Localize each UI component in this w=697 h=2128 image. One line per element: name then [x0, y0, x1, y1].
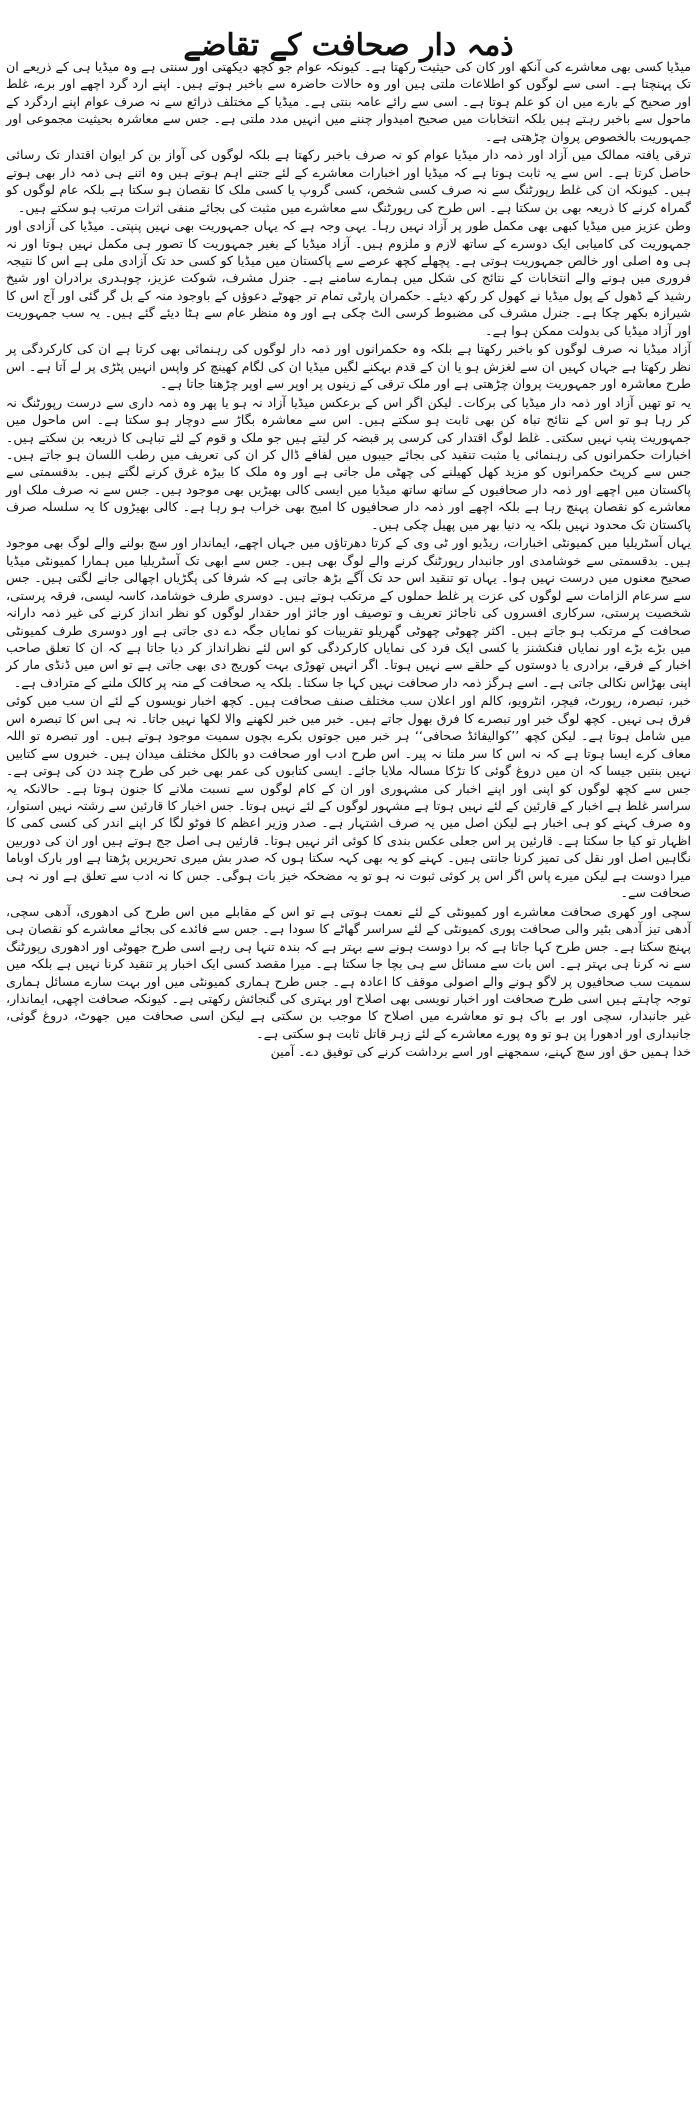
article-paragraph: یہ تو تھیں آزاد اور ذمہ دار میڈیا کی برکات۔ لیکن اگر اس کے برعکس میڈیا آزاد نہ ہو یا پھر وہ ذمہ داری سے درست رپورٹنگ نہ کر رہا ہو تو اس کے نتائج تباہ کن بھی ثابت ہو سکتے ہیں۔ اس سے معاشرہ بگاڑ سے دوچار ہو سکتا ہے۔ اس ماحول میں جمہوریت پنپ نہیں سکتی۔ غلط لوگ اقتدار کی کرسی پر قبضہ کر لیتے ہیں جو ملک و قوم کے لئے تباہی کا ذریعہ بن سکتے ہیں۔ اخبارات حکمرانوں کی رہنمائی یا مثبت تنقید کی بجائے جیبوں میں لفافے ڈال کر ان کی تعریف میں رطب اللسان ہو جاتے ہیں۔ جس سے کرپٹ حکمرانوں کو مزید کھل کھیلنے کی چھٹی مل جاتی ہے اور وہ ملک کا بیڑہ غرق کرنے لگتے ہیں۔ بدقسمتی سے پاکستان میں اچھے اور ذمہ دار صحافیوں کے ساتھ ساتھ میڈیا میں ایسی کالی بھیڑیں بھی موجود ہیں۔ جس سے نہ صرف ملک اور معاشرے کو نقصان پہنچ رہا ہے بلکہ اچھے اور ذمہ دار صحافیوں کا امیج بھی خراب ہو رہا ہے۔ کالی بھیڑوں کا یہ سلسلہ صرف پاکستان تک محدود نہیں بلکہ یہ دنیا بھر میں پھیل چکی ہیں۔: [6, 394, 691, 532]
article-body: [6, 58, 691, 2124]
article-closing-prayer: خدا ہمیں حق اور سچ کہنے، سمجھنے اور اسے برداشت کرنے کی توفیق دے۔ آمین: [270, 1044, 691, 1060]
article-paragraph: خبر، تبصرہ، رپورٹ، فیچر، انٹرویو، کالم اور اعلان سب مختلف صنف صحافت ہیں۔ کچھ اخبار نویسوں کے لئے ان سب میں کوئی فرق ہی نہیں۔ کچھ لوگ خبر اور تبصرے کا فرق بھول جاتے ہیں۔ خبر میں خبر لکھنے والا لکھا نہیں جاتا۔ نہ ہی اس کا تبصرہ اس میں شامل ہوتا ہے۔ لیکن کچھ ’’کوالیفائڈ صحافی‘‘ ہر خبر میں جوتوں بکرے بچوں سمیت موجود ہوتے ہیں۔ اور تبصرہ تو اللہ معاف کرے ایسا ہوتا ہے کہ نہ اس کا سر ملتا نہ پیر۔ اس طرح ادب اور صحافت دو بالکل مختلف میدان ہیں۔ خبروں سے کتابیں نہیں بنتیں جیسا کہ ان میں دروغ گوئی کا تڑکا مسالہ ملایا جائے۔ ایسی کتابوں کی عمر بھی خبر کی طرح چند دن کی ہوتی ہے۔ جس سے کچھ لوگوں کو اپنی اور اپنے اخبار کی مشہوری اور ان کے کام لوگوں سے نسبت ملانے کا جنون ہوتا ہے۔ حالانکہ یہ سراسر غلط ہے اخبار کے قارئین کے لئے نہیں ہوتا ہے مشہور لوگوں کے لئے نہیں ہوتا۔ جس اخبار کا قارئین سے رشتہ نہیں استوار، وہ صرف کہنے کو ہی اخبار ہے لیکن اصل میں یہ صرف اشتہار ہے۔ صدر وزیر اعظم کا فوٹو لگا کر اپنے اندر کی کسی کمی کا اظہار تو کیا جا سکتا ہے۔ قارئین پر اس جعلی عکس بندی کا کوئی اثر نہیں ہوتا۔ قارئین ہی اصل جج ہوتے ہیں اور ان کی دوربین نگاہیں اصل اور نقل کی تمیز کرنا جانتی ہیں۔ کہنے کو یہ بھی کہہ سکتا ہوں کہ صدر بش میری تحریریں پڑھتا ہے اور بارک اوباما میرا دوست ہے لیکن میرے پاس اگر اس پر کوئی ثبوت نہ ہو تو یہ مضحکہ خیز بات ہوگی۔ جس کا نہ ادب سے تعلق ہے اور نہ ہی صحافت سے۔: [6, 693, 691, 901]
article-paragraph: وطن عزیز میں میڈیا کبھی بھی مکمل طور پر آزاد نہیں رہا۔ یہی وجہ ہے کہ یہاں جمہوریت بھی نہیں پنپتی۔ میڈیا کی آزادی اور جمہوریت کی کامیابی ایک دوسرے کے ساتھ لازم و ملزوم ہیں۔ آزاد میڈیا کے بغیر جمہوریت کا تصور ہی مکمل نہیں ہوتا اور نہ ہی وہ اصلی اور خالص جمہوریت ہوتی ہے۔ پچھلے کچھ عرصے سے پاکستان میں میڈیا کو کسی حد تک آزادی ملی ہے اس کا نتیجہ فروری میں ہونے والے انتخابات کے نتائج کی شکل میں ہمارے سامنے ہے۔ جنرل مشرف، شوکت عزیز، چوہدری برادران اور شیخ رشید کے ڈھول کے پول میڈیا نے کھول کر رکھ دیئے۔ حکمران پارٹی تمام تر جھوٹے دعوؤں کے باوجود منہ کے بل گر گئی اور آج اس کا شیرازہ بکھر چکا ہے۔ جنرل مشرف کی مضبوط کرسی الٹ چکی ہے اور وہ منظر عام سے ہٹا دیئے گئے ہیں۔ یہ سب جمہوریت اور آزاد میڈیا کی بدولت ممکن ہوا ہے۔: [6, 218, 691, 338]
article-title: ذمہ دار صحافت کے تقاضے: [183, 28, 514, 64]
article-paragraph: سچی اور کھری صحافت معاشرے اور کمیونٹی کے لئے نعمت ہوتی ہے تو اس کے مقابلے میں اس طرح کی ادھوری، آدھی سچی، آدھی تیز آدھی بٹیر والی صحافت پوری کمیونٹی کے لئے سراسر گھاٹے کا سودا ہے۔ جس سے فائدے کی بجائے معاشرے کو نقصان ہی پہنچ سکتا ہے۔ جس طرح کہا جاتا ہے کہ برا دوست ہونے سے بہتر ہے کہ بندہ تنہا ہی رہے اسی طرح جھوٹی اور ادھوری رپورٹنگ سے نہ کرنا ہی بہتر ہے۔ اس بات سے مسائل سے ہی بچا جا سکتا ہے۔ میرا مقصد کسی ایک اخبار پر تنقید کرنا نہیں ہے بلکہ میں سمیت سب صحافیوں پر لاگو ہونے والے اصولی موقف کا اعادہ ہے۔ جس طرح ہماری کمیونٹی میں اور بہت سارے مسائل ہماری توجہ چاہتے ہیں اسی طرح صحافت اور اخبار نویسی بھی اصلاح اور بہتری کی گنجائش رکھتی ہے۔ کیونکہ صحافت اچھی، ایماندار، غیر جانبدار، سچی اور بے باک ہو تو معاشرے میں اصلاح کا موجب بن سکتی ہے لیکن اسی صحافت میں جھوٹ، دروغ گوئی، جانبداری اور ادھورا پن ہو تو وہ پورے معاشرے کے لئے زہر قاتل ثابت ہو سکتی ہے۔: [6, 903, 691, 1041]
article-paragraph: ترقی یافتہ ممالک میں آزاد اور ذمہ دار میڈیا عوام کو نہ صرف باخبر رکھتا ہے بلکہ لوگوں کی آواز بن کر ایوان اقتدار تک رسائی حاصل کرتا ہے۔ اس سے یہ ثابت ہوتا ہے کہ میڈیا اور اخبارات معاشرے کے لئے جتنے اہم ہوتے ہیں وہ اتنے ہی ذمہ دار بھی ہوتے ہیں۔ کیونکہ ان کی غلط رپورٹنگ سے نہ صرف کسی شخص، کسی گروپ یا کسی ملک کا نقصان ہو سکتا ہے بلکہ عام لوگوں کو گمراہ کرنے کا ذریعہ بھی بن سکتا ہے۔ اس طرح کی رپورٹنگ سے معاشرے میں مثبت کی بجائے منفی اثرات مرتب ہو سکتے ہیں۔: [6, 147, 691, 215]
article-paragraph: یہاں آسٹریلیا میں کمیونٹی اخبارات، ریڈیو اور ٹی وی کے کرتا دھرتاؤں میں جہاں اچھے، ایماندار اور سچ بولنے والے لوگ بھی موجود ہیں۔ بدقسمتی سے خوشامدی اور جانبدار رپورٹنگ کرنے والے لوگ بھی ہیں۔ جس سے ابھی تک آسٹریلیا میں ہمارا کمیونٹی میڈیا صحیح معنوں میں درست نہیں ہوا۔ یہاں تو تنقید اس حد تک آگے بڑھ جاتی ہے کہ شرفا کی پگڑیاں اچھالی جانے لگتی ہیں۔ جس سے سرعام الزامات سے لوگوں کی عزت پر غلط حملوں کے مرتکب ہوتے ہیں۔ دوسری طرف خوشامد، کاسہ لیسی، فرقہ پرستی، شخصیت پرستی، سرکاری افسروں کی ناجائز تعریف و توصیف اور جائز اور حقدار لوگوں کو نظر انداز کرنے کی غیر ذمہ دارانہ صحافت کے مرتکب ہو جاتے ہیں۔ اکثر چھوٹی چھوٹی گھریلو تقریبات کو نمایاں جگہ دے دی جاتی ہے اور دوسری طرف کمیونٹی میں بڑے بڑے اور نمایاں فنکشنز یا کسی ایک فرد کی نمایاں کارکردگی کو اس لئے نظرانداز کر دیا جاتا ہے کہ ان کا تعلق صاحب اخبار کے فرقے، برادری یا دوستوں کے حلقے سے نہیں ہوتا۔ اگر انہیں تھوڑی بہت کوریج دی بھی جاتی ہے تو اس میں ڈنڈی مار کر اپنی بھڑاس نکالی جاتی ہے۔ اسے ہرگز ذمہ دار صحافت نہیں کہا جا سکتا۔ بلکہ یہ صحافت کے منہ پر کالک ملنے کے مترادف ہے۔: [6, 535, 691, 690]
article-paragraph: میڈیا کسی بھی معاشرے کی آنکھ اور کان کی حیثیت رکھتا ہے۔ کیونکہ عوام جو کچھ دیکھتی اور سنتی ہے وہ میڈیا ہی کے ذریعے ان تک پہنچتا ہے۔ اسی سے لوگوں کو اطلاعات ملتی ہیں اور وہ حالات حاضرہ سے باخبر ہوتے ہیں۔ اپنے ارد گرد اچھے اور برے، غلط اور صحیح کے بارے میں ان کو علم ہوتا ہے۔ اسی سے رائے عامہ بنتی ہے۔ میڈیا کے مختلف ذرائع سے نہ صرف عوام اپنے اردگرد کے ماحول سے باخبر رہتے ہیں بلکہ انتخابات میں صحیح امیدوار چننے میں انہیں مدد ملتی ہے۔ جس سے معاشرہ بحیثیت مجموعی اور جمہوریت بالخصوص پروان چڑھتی ہے۔: [6, 59, 691, 144]
article-paragraph: آزاد میڈیا نہ صرف لوگوں کو باخبر رکھتا ہے بلکہ وہ حکمرانوں اور ذمہ دار لوگوں کی رہنمائی بھی کرتا ہے ان کی کارکردگی پر نظر رکھتا ہے جہاں کہیں ان سے لغزش ہو یا ان کے قدم بہکنے لگیں میڈیا ان کی لگام کھینچ کر واپس انہیں پٹڑی پر لے آتا ہے۔ اس طرح معاشرہ اور جمہوریت پروان چڑھتی ہے اور ملک ترقی کے زینوں پر اوپر سے اوپر چڑھتا جاتا ہے۔: [6, 341, 691, 392]
